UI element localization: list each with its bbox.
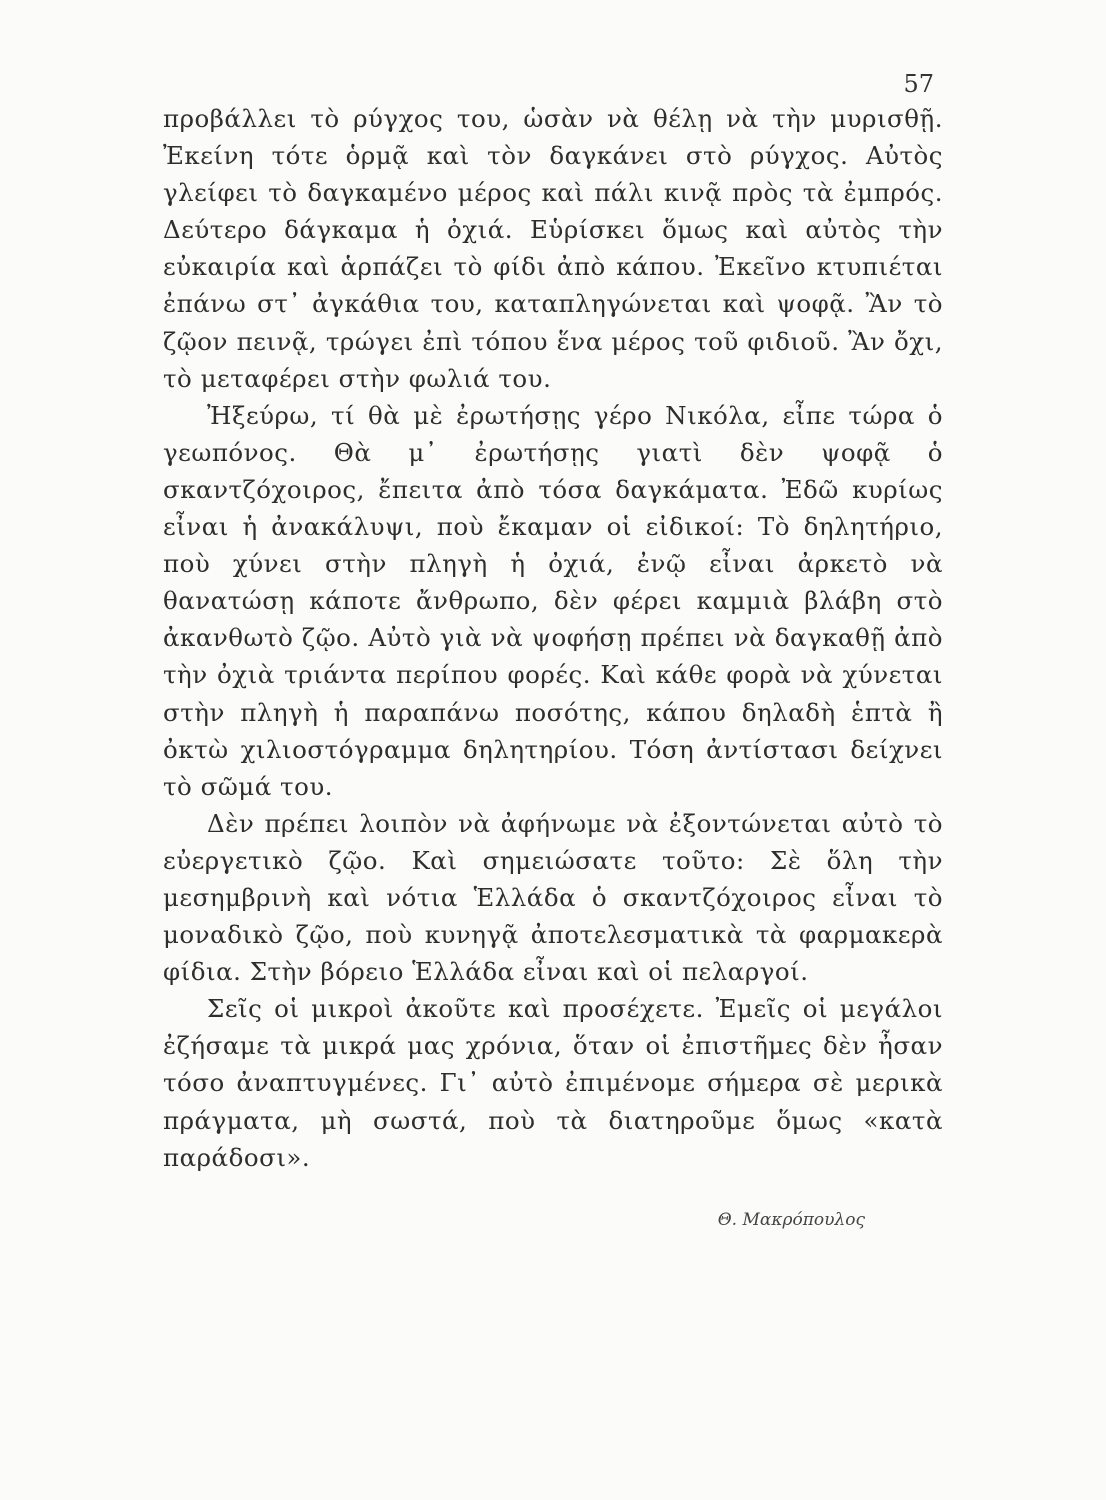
paragraph-1: προβάλλει τὸ ρύγχος του, ὡσὰν νὰ θέλῃ νὰ τὴν μυρισθῇ. Ἐκείνη τότε ὁρμᾷ καὶ τὸν δαγκάνει στὸ ρύγχος. Αὐτὸς γλείφει τὸ δαγκαμένο μέρος καὶ πάλι κινᾷ πρὸς τὰ ἐμπρός. Δεύτερο δάγκαμα ἡ ὀχιά. Εὑρίσκει ὅμως καὶ αὐτὸς τὴν εὐκαιρία καὶ ἁρπάζει τὸ φίδι ἀπὸ κάπου. Ἐκεῖνο κτυπιέται ἐπάνω στ᾿ ἀγκάθια του, καταπληγώνεται καὶ ψοφᾷ. Ἂν τὸ ζῷον πεινᾷ, τρώγει ἐπὶ τόπου ἕνα μέρος τοῦ φιδιοῦ. Ἂν ὄχι, τὸ μεταφέρει στὴν φωλιά του.	[163, 104, 943, 393]
author-signature: Θ. Μακρόπουλος	[717, 1210, 865, 1230]
body-text	[163, 100, 943, 1176]
page-number: 57	[903, 70, 934, 98]
paragraph-4: Σεῖς οἱ μικροὶ ἀκοῦτε καὶ προσέχετε. Ἐμεῖς οἱ μεγάλοι ἐζήσαμε τὰ μικρά μας χρόνια, ὅταν οἱ ἐπιστῆμες δὲν ἦσαν τόσο ἀναπτυγμένες. Γι᾿ αὐτὸ ἐπιμένομε σήμερα σὲ μερικὰ πράγματα, μὴ σωστά, ποὺ τὰ διατηροῦμε ὅμως «κατὰ παράδοσι».	[163, 994, 943, 1172]
paragraph-2: Ἠξεύρω, τί θὰ μὲ ἐρωτήσῃς γέρο Νικόλα, εἶπε τώρα ὁ γεωπόνος. Θὰ μ᾿ ἐρωτήσῃς γιατὶ δὲν ψοφᾷ ὁ σκαντζόχοιρος, ἔπειτα ἀπὸ τόσα δαγκάματα. Ἐδῶ κυρίως εἶναι ἡ ἀνακάλυψι, ποὺ ἔκαμαν οἱ εἰδικοί: Τὸ δηλητήριο, ποὺ χύνει στὴν πληγὴ ἡ ὀχιά, ἐνῷ εἶναι ἀρκετὸ νὰ θανατώσῃ κάποτε ἄνθρωπο, δὲν φέρει καμμιὰ βλάβη στὸ ἀκανθωτὸ ζῷο. Αὐτὸ γιὰ νὰ ψοφήσῃ πρέπει νὰ δαγκαθῇ ἀπὸ τὴν ὀχιὰ τριάντα περίπου φορές. Καὶ κάθε φορὰ νὰ χύνεται στὴν πληγὴ ἡ παραπάνω ποσότης, κάπου δηλαδὴ ἑπτὰ ἢ ὀκτὼ χιλιοστόγραμμα δηλητηρίου. Τόση ἀντίστασι δείχνει τὸ σῶμά του.	[163, 400, 943, 801]
paragraph-3: Δὲν πρέπει λοιπὸν νὰ ἀφήνωμε νὰ ἐξοντώνεται αὐτὸ τὸ εὐεργετικὸ ζῷο. Καὶ σημειώσατε τοῦτο: Σὲ ὅλη τὴν μεσημβρινὴ καὶ νότια Ἑλλάδα ὁ σκαντζόχοιρος εἶναι τὸ μοναδικὸ ζῷο, ποὺ κυνηγᾷ ἀποτελεσματικὰ τὰ φαρμακερὰ φίδια. Στὴν βόρειο Ἑλλάδα εἶναι καὶ οἱ πελαργοί.	[163, 808, 943, 987]
